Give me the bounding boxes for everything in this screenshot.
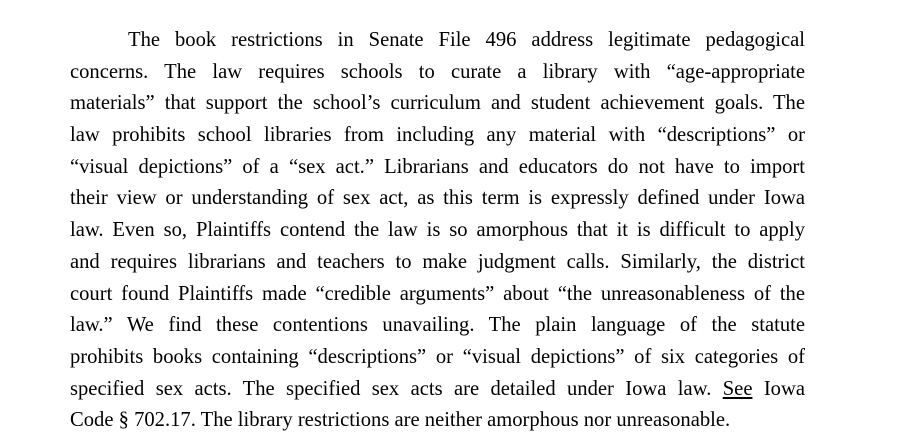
paragraph-line: materials” that support the school’s curriculum and student achievement goals. The	[70, 92, 805, 115]
paragraph-line: and requires librarians and teachers to make judgment calls. Similarly, the district	[70, 250, 805, 273]
paragraph-last-line: Code § 702.17. The library restrictions are neither amorphous nor unreasonable.	[70, 409, 731, 432]
line-text: specified sex acts. The specified sex acts are detailed under Iowa law.	[70, 377, 723, 400]
paragraph-line: “visual depictions” of a “sex act.” Librarians and educators do not have to import	[70, 155, 805, 178]
paragraph-line: prohibits books containing “descriptions” or “visual depictions” of six categories of	[70, 345, 805, 368]
paragraph-line-with-citation-signal	[70, 374, 805, 406]
paragraph-line: law prohibits school libraries from including any material with “descriptions” or	[70, 124, 805, 147]
see-citation-signal: See	[722, 377, 753, 400]
paragraph-line: The book restrictions in Senate File 496 address legitimate pedagogical	[128, 29, 805, 51]
line-tail: Iowa	[752, 377, 805, 400]
paragraph-line: concerns. The law requires schools to curate a library with “age-appropriate	[70, 60, 805, 83]
paragraph-line: court found Plaintiffs made “credible arguments” about “the unreasonableness of the	[70, 282, 805, 305]
paragraph-line: law.” We find these contentions unavailing. The plain language of the statute	[70, 314, 805, 337]
paragraph-line: law. Even so, Plaintiffs contend the law is so amorphous that it is difficult to apply	[70, 219, 805, 242]
body-paragraph	[70, 25, 805, 437]
paragraph-line: their view or understanding of sex act, as this term is expressly defined under Iowa	[70, 187, 805, 210]
